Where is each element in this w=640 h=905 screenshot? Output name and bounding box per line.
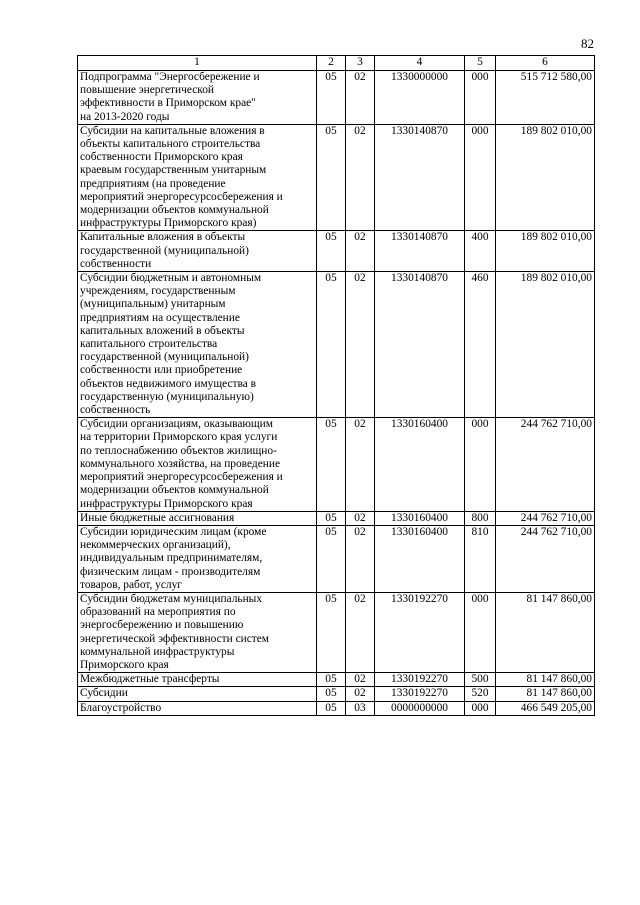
table-row — [78, 673, 595, 687]
amount: 244 762 710,00 — [496, 511, 595, 525]
expense-name-line: собственности или приобретение — [80, 364, 243, 377]
expense-name-line: Иные бюджетные ассигнования — [80, 511, 235, 524]
expense-name — [78, 418, 317, 511]
table-row — [78, 418, 595, 511]
section-code: 05 — [317, 701, 346, 715]
column-header-section: 2 — [317, 56, 346, 71]
expense-name-line: учреждениям, государственным — [80, 285, 236, 298]
expense-name-line: эффективности в Приморском крае" — [80, 97, 256, 110]
table-body — [78, 71, 595, 716]
expense-name-line: капитальных вложений в объекты — [80, 324, 245, 337]
target-article: 1330000000 — [375, 71, 465, 125]
subsection-code: 02 — [346, 71, 375, 125]
subsection-code: 03 — [346, 701, 375, 715]
target-article: 0000000000 — [375, 701, 465, 715]
section-code: 05 — [317, 272, 346, 418]
expense-name-line: некоммерческих организаций), — [80, 539, 231, 552]
expense-name-line: государственной (муниципальной) — [80, 351, 249, 364]
expense-name-line: объектов недвижимого имущества в — [80, 377, 257, 390]
expense-name-line: объекты капитального строительства — [80, 138, 261, 151]
amount: 515 712 580,00 — [496, 71, 595, 125]
expense-name-line: инфраструктуры Приморского края — [80, 497, 253, 510]
table-row — [78, 511, 595, 525]
target-article: 1330160400 — [375, 511, 465, 525]
expense-name-line: образований на мероприятия по — [80, 606, 236, 619]
expense-type: 000 — [465, 124, 496, 231]
expense-name — [78, 592, 317, 672]
subsection-code: 02 — [346, 525, 375, 592]
column-header-amount: 6 — [496, 56, 595, 71]
section-code: 05 — [317, 418, 346, 511]
expense-name-line: Приморского края — [80, 658, 169, 671]
subsection-code: 02 — [346, 231, 375, 272]
target-article: 1330192270 — [375, 592, 465, 672]
expense-name-line: предприятиям (на проведение — [80, 177, 226, 190]
expense-name-line: собственности — [80, 257, 152, 270]
expense-name-line: государственную (муниципальную) — [80, 390, 254, 403]
expense-name-line: коммунального хозяйства, на проведение — [80, 457, 281, 470]
target-article: 1330192270 — [375, 673, 465, 687]
expense-type: 460 — [465, 272, 496, 418]
expense-name — [78, 525, 317, 592]
expense-type: 810 — [465, 525, 496, 592]
expense-name — [78, 272, 317, 418]
expense-name-line: (муниципальным) унитарным — [80, 298, 226, 311]
expense-name — [78, 71, 317, 125]
expense-name-line: физическим лицам - производителям — [80, 565, 261, 578]
expense-name-line: собственность — [80, 404, 151, 417]
budget-table — [77, 55, 595, 716]
expense-name — [78, 673, 317, 687]
expense-type: 000 — [465, 418, 496, 511]
expense-name — [78, 231, 317, 272]
column-header-expense-type: 5 — [465, 56, 496, 71]
table-row — [78, 272, 595, 418]
expense-name-line: на 2013-2020 годы — [80, 110, 170, 123]
subsection-code: 02 — [346, 511, 375, 525]
expense-name-line: предприятиям на осуществление — [80, 311, 240, 324]
amount: 189 802 010,00 — [496, 231, 595, 272]
subsection-code: 02 — [346, 418, 375, 511]
table-row — [78, 124, 595, 231]
subsection-code: 02 — [346, 592, 375, 672]
expense-type: 400 — [465, 231, 496, 272]
expense-name — [78, 124, 317, 231]
expense-name-line: собственности Приморского края — [80, 151, 243, 164]
expense-name-line: капитального строительства — [80, 338, 218, 351]
amount: 189 802 010,00 — [496, 124, 595, 231]
section-code: 05 — [317, 231, 346, 272]
subsection-code: 02 — [346, 687, 375, 701]
expense-type: 000 — [465, 701, 496, 715]
table-row — [78, 701, 595, 715]
expense-type: 800 — [465, 511, 496, 525]
amount: 244 762 710,00 — [496, 418, 595, 511]
expense-name-line: на территории Приморского края услуги — [80, 431, 278, 444]
amount: 81 147 860,00 — [496, 687, 595, 701]
expense-name-line: мероприятий энергоресурсосбережения и — [80, 190, 283, 203]
amount: 189 802 010,00 — [496, 272, 595, 418]
expense-type: 520 — [465, 687, 496, 701]
target-article: 1330140870 — [375, 124, 465, 231]
expense-name — [78, 511, 317, 525]
expense-type: 000 — [465, 71, 496, 125]
expense-name-line: Субсидии бюджетным и автономным — [80, 272, 262, 285]
table-row — [78, 231, 595, 272]
expense-name-line: Субсидии — [80, 687, 128, 700]
amount: 81 147 860,00 — [496, 592, 595, 672]
expense-name-line: повышение энергетической — [80, 84, 215, 97]
column-header-target: 4 — [375, 56, 465, 71]
column-header-subsection: 3 — [346, 56, 375, 71]
subsection-code: 02 — [346, 272, 375, 418]
expense-name-line: Подпрограмма "Энергосбережение и — [80, 71, 260, 83]
section-code: 05 — [317, 525, 346, 592]
subsection-code: 02 — [346, 124, 375, 231]
expense-type: 000 — [465, 592, 496, 672]
section-code: 05 — [317, 687, 346, 701]
expense-name-line: модернизации объектов коммунальной — [80, 204, 269, 217]
expense-name-line: Субсидии организациям, оказывающим — [80, 418, 273, 431]
expense-name-line: товаров, работ, услуг — [80, 578, 182, 591]
expense-name-line: Капитальные вложения в объекты — [80, 231, 246, 244]
subsection-code: 02 — [346, 673, 375, 687]
section-code: 05 — [317, 124, 346, 231]
expense-name-line: Субсидии юридическим лицам (кроме — [80, 525, 267, 538]
section-code: 05 — [317, 71, 346, 125]
page-number: 82 — [581, 36, 594, 51]
expense-name-line: Субсидии на капитальные вложения в — [80, 124, 265, 137]
expense-type: 500 — [465, 673, 496, 687]
expense-name-line: модернизации объектов коммунальной — [80, 484, 269, 497]
expense-name — [78, 701, 317, 715]
table-row — [78, 592, 595, 672]
expense-name-line: коммунальной инфраструктуры — [80, 645, 235, 658]
expense-name-line: по теплоснабжению объектов жилищно- — [80, 444, 277, 457]
table-row — [78, 71, 595, 125]
target-article: 1330160400 — [375, 525, 465, 592]
expense-name — [78, 687, 317, 701]
expense-name-line: Субсидии бюджетам муниципальных — [80, 592, 263, 605]
table-row — [78, 525, 595, 592]
target-article: 1330160400 — [375, 418, 465, 511]
expense-name-line: государственной (муниципальной) — [80, 244, 249, 257]
expense-name-line: краевым государственным унитарным — [80, 164, 267, 177]
expense-name-line: инфраструктуры Приморского края) — [80, 217, 257, 230]
expense-name-line: Благоустройство — [80, 701, 162, 714]
amount: 244 762 710,00 — [496, 525, 595, 592]
expense-name-line: Межбюджетные трансферты — [80, 673, 220, 686]
column-header-name: 1 — [78, 56, 317, 71]
header-row — [78, 56, 595, 71]
target-article: 1330140870 — [375, 272, 465, 418]
expense-name-line: энергетической эффективности систем — [80, 632, 270, 645]
amount: 81 147 860,00 — [496, 673, 595, 687]
section-code: 05 — [317, 592, 346, 672]
expense-name-line: энергосбережению и повышению — [80, 619, 244, 632]
amount: 466 549 205,00 — [496, 701, 595, 715]
expense-name-line: мероприятий энергоресурсосбережения и — [80, 471, 283, 484]
target-article: 1330192270 — [375, 687, 465, 701]
table-row — [78, 687, 595, 701]
expense-name-line: индивидуальным предпринимателям, — [80, 552, 263, 565]
target-article: 1330140870 — [375, 231, 465, 272]
section-code: 05 — [317, 673, 346, 687]
section-code: 05 — [317, 511, 346, 525]
